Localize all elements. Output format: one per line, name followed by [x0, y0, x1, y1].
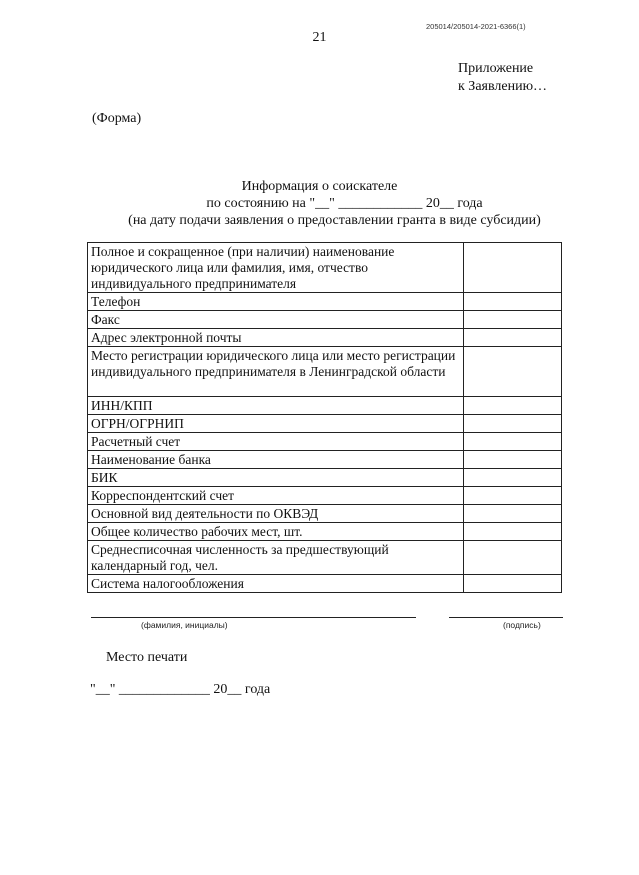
row-label: Общее количество рабочих мест, шт.	[88, 523, 464, 541]
row-label: Полное и сокращенное (при наличии) наименование юридического лица или фамилия, имя, отчество индивидуального предпринимателя	[88, 243, 464, 293]
row-label: Среднесписочная численность за предшествующий календарный год, чел.	[88, 541, 464, 575]
table-row	[88, 523, 562, 541]
table-row	[88, 469, 562, 487]
document-id: 205014/205014-2021-6366(1)	[426, 22, 526, 31]
name-caption: (фамилия, инициалы)	[141, 620, 228, 630]
row-value-cell[interactable]	[464, 469, 562, 487]
table-row	[88, 541, 562, 575]
table-row	[88, 397, 562, 415]
table-row	[88, 505, 562, 523]
row-label: ИНН/КПП	[88, 397, 464, 415]
stamp-label: Место печати	[106, 650, 188, 665]
table-row	[88, 415, 562, 433]
table-row	[88, 451, 562, 469]
row-value-cell[interactable]	[464, 505, 562, 523]
row-label: Адрес электронной почты	[88, 329, 464, 347]
row-value-cell[interactable]	[464, 451, 562, 469]
table-row	[88, 329, 562, 347]
row-value-cell[interactable]	[464, 433, 562, 451]
row-label: Место регистрации юридического лица или место регистрации индивидуального предпринимателя в Ленинградской области	[88, 347, 464, 397]
signature-caption: (подпись)	[503, 620, 541, 630]
document-title	[0, 178, 639, 229]
row-value-cell[interactable]	[464, 575, 562, 593]
row-value-cell[interactable]	[464, 347, 562, 397]
row-value-cell[interactable]	[464, 243, 562, 293]
row-value-cell[interactable]	[464, 293, 562, 311]
row-label: ОГРН/ОГРНИП	[88, 415, 464, 433]
table-row	[88, 243, 562, 293]
row-value-cell[interactable]	[464, 487, 562, 505]
date-line: "__" _____________ 20__ года	[90, 682, 271, 697]
form-label: (Форма)	[92, 111, 142, 126]
row-label: Основной вид деятельности по ОКВЭД	[88, 505, 464, 523]
page-number: 21	[312, 30, 327, 45]
row-label: Факс	[88, 311, 464, 329]
table-row	[88, 311, 562, 329]
appendix-note	[458, 60, 547, 96]
row-value-cell[interactable]	[464, 329, 562, 347]
row-label: Телефон	[88, 293, 464, 311]
table-row	[88, 433, 562, 451]
row-value-cell[interactable]	[464, 541, 562, 575]
title-line-1: Информация о соискателе	[241, 179, 398, 194]
table-row	[88, 347, 562, 397]
applicant-info-table	[87, 242, 562, 593]
table-row	[88, 575, 562, 593]
name-signature-line[interactable]	[91, 617, 416, 618]
table-row	[88, 293, 562, 311]
appendix-line-1: Приложение	[458, 61, 534, 76]
row-label: Расчетный счет	[88, 433, 464, 451]
signature-line[interactable]	[449, 617, 563, 618]
row-value-cell[interactable]	[464, 415, 562, 433]
row-value-cell[interactable]	[464, 523, 562, 541]
row-label: БИК	[88, 469, 464, 487]
appendix-line-2: к Заявлению…	[458, 79, 548, 94]
row-label: Корреспондентский счет	[88, 487, 464, 505]
title-line-2: по состоянию на "__" ____________ 20__ года	[206, 196, 483, 211]
row-label: Система налогообложения	[88, 575, 464, 593]
title-line-3: (на дату подачи заявления о предоставлении гранта в виде субсидии)	[128, 213, 541, 228]
table-row	[88, 487, 562, 505]
row-value-cell[interactable]	[464, 311, 562, 329]
row-label: Наименование банка	[88, 451, 464, 469]
row-value-cell[interactable]	[464, 397, 562, 415]
